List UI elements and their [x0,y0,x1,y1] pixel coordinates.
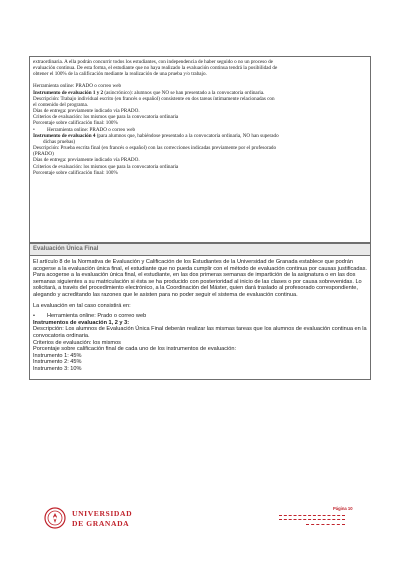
university-name-line-1: UNIVERSIDAD [72,509,133,518]
herramienta-online-1: Herramienta online: PRADO o correo web [33,83,122,90]
para-articulo-8: El artículo 8 de la Normativa de Evaluación y Calificación de los Estudiantes de la Universidad de Granada establece que podrán acogerse a la evaluación única final, el estudiante que no pueda cumplir con el método de evaluación continua por causas justificadas. [33,259,367,272]
dias-entrega-1: Días de entrega: previamente indicado vía PRADO. [33,108,140,115]
descripcion-final: Descripción: Los alumnos de Evaluación Única Final deberán realizar las mismas tareas que los alumnos de evaluación continua en la convocatoria ordinaria. [33,326,367,339]
page-footer [0,496,400,536]
instrumento-3-pct: Instrumento 3: 10% [33,365,82,372]
bullet-herramienta-final [33,313,367,320]
university-name-line-2: DE GRANADA [72,519,130,528]
section-header: Evaluación Única Final [30,244,370,256]
porcentaje-1: Porcentaje sobre calificación final: 100% [33,120,118,127]
page-number: Página 10 [333,506,353,511]
instrumentos-label: Instrumentos de evaluación 1, 2 y 3: [33,319,130,326]
descripcion-2-line-2: (PRADO) [33,151,54,158]
instrumento-2-pct: Instrumento 2: 45% [33,359,82,366]
intro-line-2: evaluación continua. De esta forma, el estudiante que no haya realizado la evaluación continua tendrá la posibilidad de [33,65,278,72]
bullet-text: Herramienta online: Prado o correo web [47,313,147,320]
bullet-icon: • [33,313,35,320]
descripcion-2-line-1: Descripción: Prueba escrita final (en francés o español) con las correcciones indicadas previamente por el profesorado [33,145,277,152]
para-evaluacion-consistira: La evaluación en tal caso consistirá en: [33,302,131,309]
instrumento-4-text-2: dichas pruebas) [43,138,76,145]
criterios-final: Criterios de evaluación: los mismos [33,339,121,346]
criterios-1: Criterios de evaluación: los mismos que para la convocatoria ordinaria [33,114,179,121]
instrumento-1-2-text: (asincrónico): alumnos que NO se han presentado a la convocatoria ordinaria. [103,89,265,96]
footer-code-line-2 [279,519,345,523]
instrumento-1-pct: Instrumento 1: 45% [33,352,82,359]
instrumento-1-2-label: Instrumento de evaluación 1 y 2 [33,89,104,96]
porcentaje-final: Porcentaje sobre calificación final de cada uno de los instrumentos de evaluación: [33,346,237,353]
evaluation-extraordinary-section [29,56,371,243]
porcentaje-2: Porcentaje sobre calificación final: 100% [33,169,118,176]
para-acogerse: Para acogerse a la evaluación única final, el estudiante, en las dos primeras semanas de impartición de la asignatura o en las dos semanas siguientes a su matriculación si ésta se ha producido con posterioridad al inicio de las clases o por causa sobrevenidas. Lo solicitará, a través del procedimiento electrónico, a la Coordinación del Máster, quien dará traslado al profesorado correspondiente, alegando y acreditando las razones que le asisten para no poder seguir el sistema de evaluación continua. [33,272,362,298]
descripcion-1-line-2: el contenido del programa. [33,101,89,108]
intro-line-3: obtener el 100% de la calificación mediante la realización de una prueba y/o trabajo. [33,71,207,78]
instrumento-4-text: (para alumnos que, habiéndose presentado a la convocatoria ordinaria, NO han superado [95,132,279,139]
university-seal-icon [44,507,66,529]
criterios-2: Criterios de evaluación: los mismos que para la convocatoria ordinaria [33,163,179,170]
bullet-text: Herramienta online: PRADO o correo web [47,126,136,133]
descripcion-1-line-1: Descripción: Trabajo individual escrito (en francés o español) consistente en dos tareas íntimamente relacionadas con [33,95,275,102]
evaluacion-unica-final-section [29,243,371,380]
dias-entrega-2: Días de entrega: previamente indicado vía PRADO. [33,157,140,164]
intro-line-1: extraordinaria. A ella podrán concurrir todos los estudiantes, con independencia de haber seguido o no un proceso de [33,59,273,65]
bullet-icon: • [33,126,35,133]
instrumento-4-label: Instrumento de evaluación 4 [33,132,96,139]
footer-code-line-3 [306,524,345,528]
